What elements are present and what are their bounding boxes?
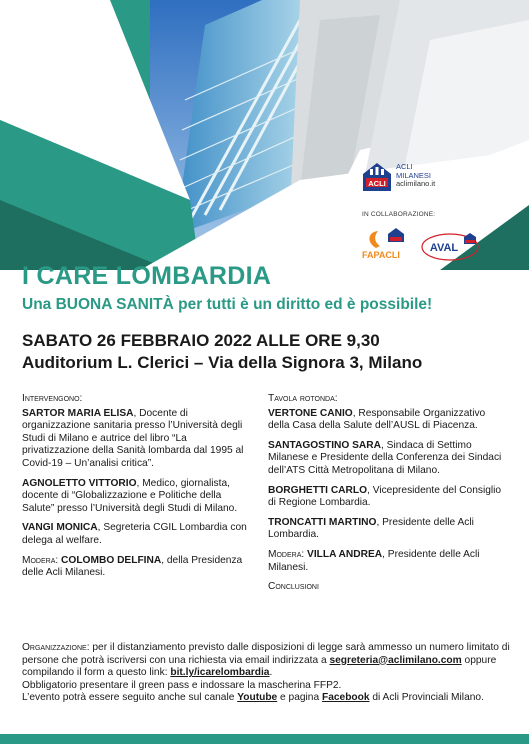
bottom-accent-bar (0, 734, 529, 744)
streaming-note (22, 692, 512, 705)
page-subtitle: Una BUONA SANITÀ per tutti è un diritto ed è possibile! (22, 296, 433, 313)
moderator-name: VILLA ANDREA (307, 548, 383, 560)
organization-label: Organizzazione (22, 642, 87, 653)
org-site: aclimilano.it (396, 179, 436, 188)
streaming-text: L’evento potrà essere seguito anche sul canale (22, 692, 238, 704)
panelist-desc: , Presidente delle Acli Lombardia. (268, 516, 474, 541)
speaker-desc: , Medico, giornalista, docente di “Globalizzazione e Politiche della Salute” presso l’Università degli Studi di Milano. (22, 477, 238, 514)
speaker-desc: , Docente di organizzazione sanitaria presso l’Università degli Studi di Milano e autrice del libro “La privatizzazione della Sanità lombarda dal 1995 al Covid-19 – Un’analisi critica”. (22, 407, 244, 469)
event-date: SABATO 26 FEBBRAIO 2022 ALLE ORE 9,30 (22, 331, 380, 350)
panelist-item (268, 485, 504, 510)
collab-label: IN COLLABORAZIONE: (362, 211, 436, 218)
org-line1: ACLI (396, 162, 413, 171)
event-venue: Auditorium L. Clerici – Via della Signora 3, Milano (22, 353, 423, 372)
fap-emblem-icon (362, 228, 412, 252)
streaming-text-end: di Acli Provinciali Milano. (369, 692, 484, 704)
speakers-heading: Intervengono: (22, 393, 83, 404)
panelist-name: TRONCATTI MARTINO (268, 516, 377, 528)
fap-acli-logo (362, 228, 414, 264)
moderator-item (268, 549, 504, 574)
panelist-desc: , Sindaca di Settimo Milanese e Presidente della Conferenza dei Sindaci dell’ATS Città Metropolitana di Milano. (268, 439, 502, 476)
panelist-name: VERTONE CANIO (268, 407, 353, 419)
panelist-item (268, 408, 504, 433)
moderator-label: Modera: (268, 548, 308, 560)
conclusions-label: Conclusioni (268, 581, 319, 593)
roundtable-column (268, 393, 504, 594)
aval-text: AVAL (429, 242, 459, 254)
speaker-desc: , Segreteria CGIL Lombardia con delega al welfare. (22, 522, 247, 546)
hero-graphic (0, 0, 529, 270)
organization-paragraph (22, 642, 512, 680)
moderator-desc: , Presidente delle Acli Milanesi. (268, 548, 480, 573)
acli-emblem-icon (362, 162, 392, 192)
streaming-text-mid: e pagina (277, 692, 322, 704)
moderator-item (22, 555, 254, 580)
organization-notes (22, 642, 512, 705)
aval-emblem-icon (420, 232, 480, 262)
form-text: oppure compilando il form a questo link: (22, 654, 497, 679)
greenpass-note: Obbligatorio presentare il green pass e indossare la mascherina FFP2. (22, 679, 342, 691)
panelist-desc: , Vicepresidente del Consiglio di Regione Lombardia. (268, 484, 502, 509)
speaker-name: AGNOLETTO VITTORIO (22, 477, 137, 489)
page-title: I CARE LOMBARDIA (22, 262, 272, 290)
form-link[interactable]: bit.ly/icarelombardia (170, 667, 270, 679)
organization-text: : per il distanziamento previsto dalle disposizioni di legge sarà ammesso un numero limitato di persone che potrà iscriversi con una richiesta via email indirizzata a (22, 642, 510, 666)
acli-emblem-text: ACLI (368, 179, 386, 188)
fap-label: FAPACLI (362, 250, 400, 260)
email-link[interactable]: segreteria@aclimilano.com (329, 654, 462, 666)
moderator-name: COLOMBO DELFINA (61, 554, 162, 566)
org-line2: MILANESI (396, 170, 432, 180)
speaker-item (22, 408, 254, 471)
panelist-item (268, 440, 504, 478)
speaker-item (22, 478, 254, 516)
speaker-name: VANGI MONICA (22, 522, 98, 534)
panelist-name: SANTAGOSTINO SARA (268, 439, 382, 451)
speakers-column (22, 393, 254, 587)
facebook-link[interactable]: Facebook (321, 692, 370, 704)
aval-logo (420, 232, 480, 262)
speaker-name: SARTOR MARIA ELISA (22, 407, 134, 419)
panelist-name: BORGHETTI CARLO (268, 484, 368, 496)
youtube-link[interactable]: Youtube (237, 692, 278, 704)
roundtable-heading: Tavola rotonda: (268, 393, 338, 404)
moderator-label: Modera: (22, 554, 62, 566)
panelist-item (268, 517, 504, 542)
moderator-desc: , della Presidenza delle Acli Milanesi. (22, 554, 243, 579)
panelist-desc: , Responsabile Organizzativo della Casa della Salute dell’AUSL di Piacenza. (268, 407, 486, 432)
acli-milanesi-logo (362, 160, 462, 196)
speaker-item (22, 522, 254, 547)
form-text-end: . (269, 667, 273, 679)
